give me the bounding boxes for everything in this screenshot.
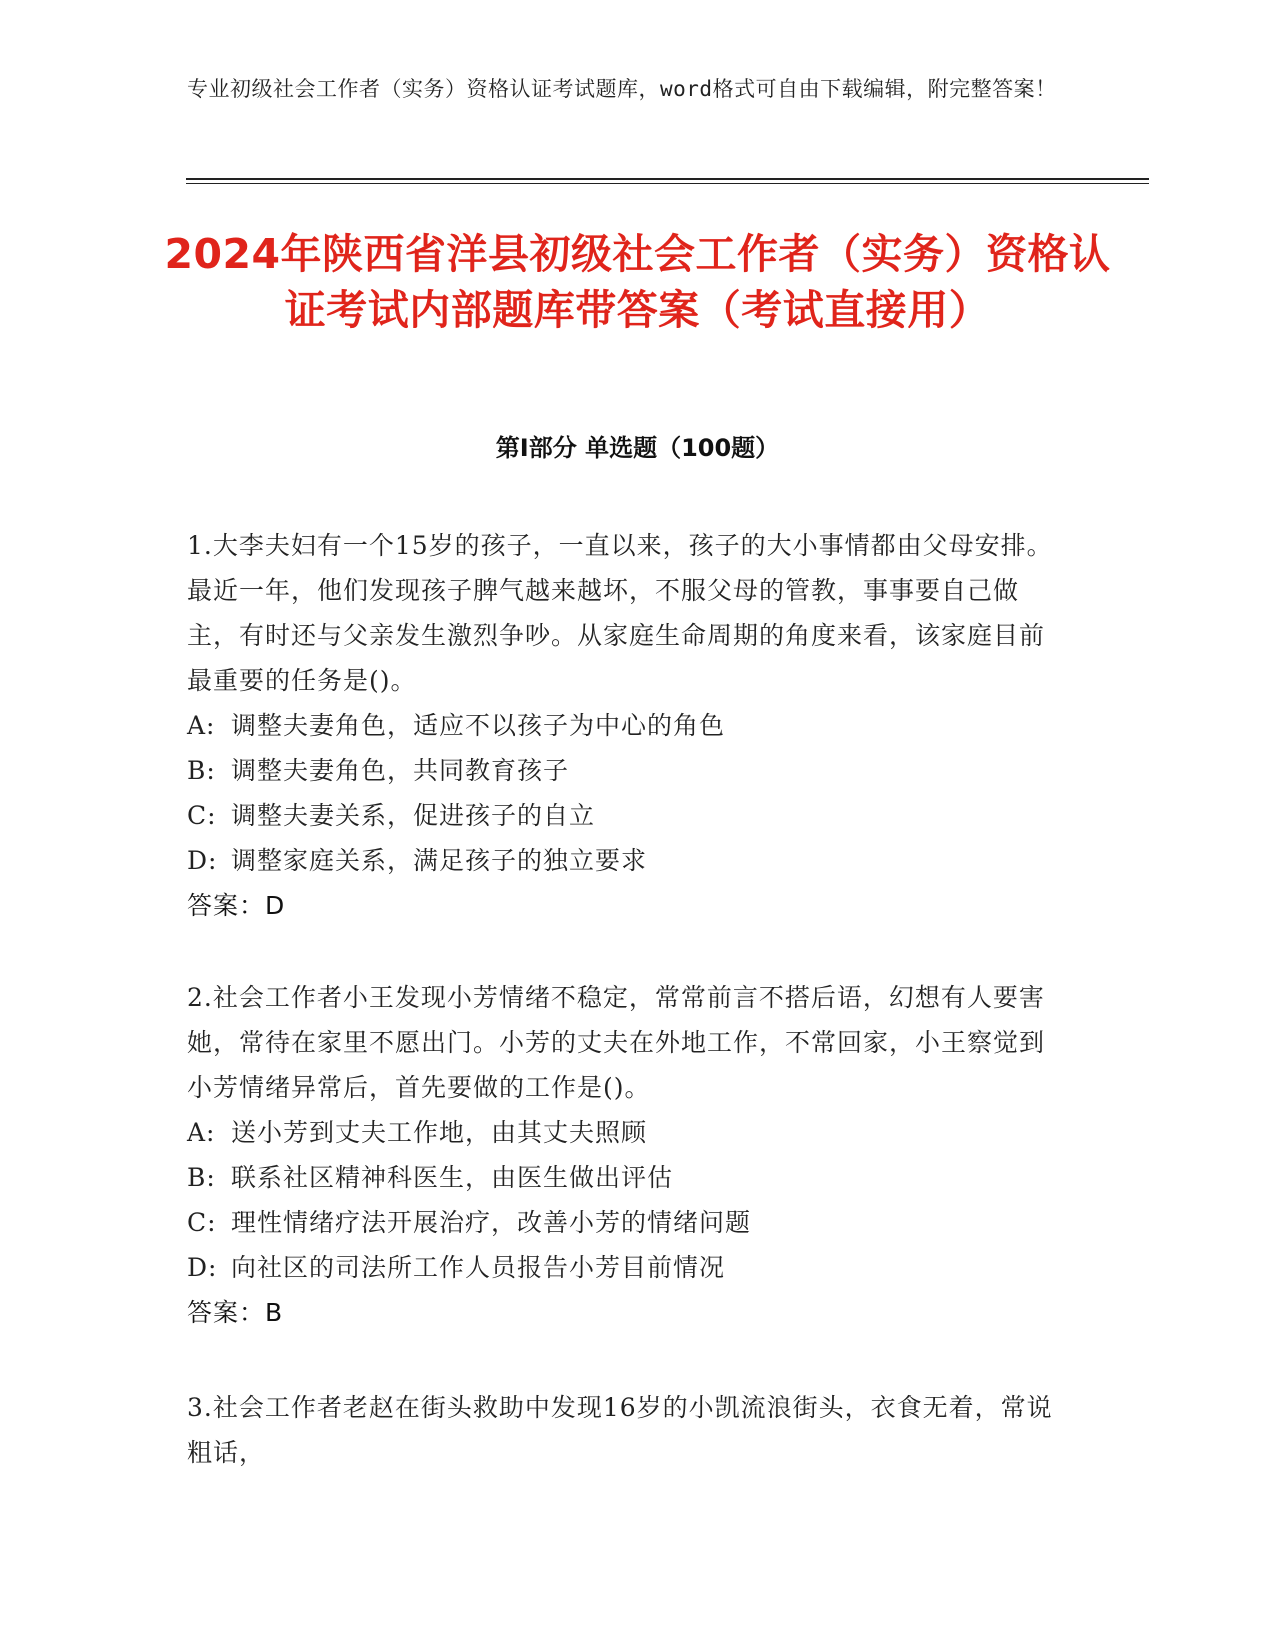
option-text: 调整家庭关系，满足孩子的独立要求 [231,846,648,875]
answer-line: 答案：D [187,891,286,920]
option-c [187,1200,1067,1245]
option-b [187,1155,1067,1200]
option-d [187,1245,1067,1290]
section-heading: 第I部分 单选题（100题） [495,434,780,462]
option-text: 向社区的司法所工作人员报告小芳目前情况 [231,1253,726,1282]
option-a [187,703,1067,748]
option-text: 理性情绪疗法开展治疗，改善小芳的情绪问题 [231,1208,752,1237]
document-title: 2024年陕西省洋县初级社会工作者（实务）资格认证考试内部题库带答案（考试直接用） [164,230,1111,334]
question-stem: 2.社会工作者小王发现小芳情绪不稳定，常常前言不搭后语，幻想有人要害她，常待在家里不愿出门。小芳的丈夫在外地工作，不常回家，小王察觉到小芳情绪异常后，首先要做的工作是()。 [187,983,1046,1102]
option-letter: D: [187,1253,218,1282]
option-letter: A: [187,1118,216,1147]
question-3 [187,1385,1067,1475]
option-letter: D: [187,846,218,875]
header-divider-thick [186,178,1149,180]
option-text: 调整夫妻关系，促进孩子的自立 [231,801,596,830]
question-1 [187,523,1067,928]
header-note: 专业初级社会工作者（实务）资格认证考试题库，word格式可自由下载编辑，附完整答案！ [187,77,1057,101]
header-divider-thin [186,183,1149,184]
question-stem: 3.社会工作者老赵在街头救助中发现16岁的小凯流浪街头，衣食无着，常说粗话， [187,1393,1053,1467]
option-letter: C: [187,1208,217,1237]
option-letter: B: [187,1163,216,1192]
option-letter: C: [187,801,217,830]
option-letter: A: [187,711,216,740]
option-c [187,793,1067,838]
question-stem: 1.大李夫妇有一个15岁的孩子，一直以来，孩子的大小事情都由父母安排。最近一年，他们发现孩子脾气越来越坏，不服父母的管教，事事要自己做主，有时还与父亲发生激烈争吵。从家庭生命周期的角度来看，该家庭目前最重要的任务是()。 [187,531,1053,695]
option-text: 调整夫妻角色，适应不以孩子为中心的角色 [231,711,726,740]
option-text: 调整夫妻角色，共同教育孩子 [231,756,570,785]
option-b [187,748,1067,793]
option-text: 联系社区精神科医生，由医生做出评估 [231,1163,674,1192]
option-d [187,838,1067,883]
question-2 [187,975,1067,1335]
option-a [187,1110,1067,1155]
option-text: 送小芳到丈夫工作地，由其丈夫照顾 [231,1118,648,1147]
answer-line: 答案：B [187,1298,284,1327]
option-letter: B: [187,756,216,785]
